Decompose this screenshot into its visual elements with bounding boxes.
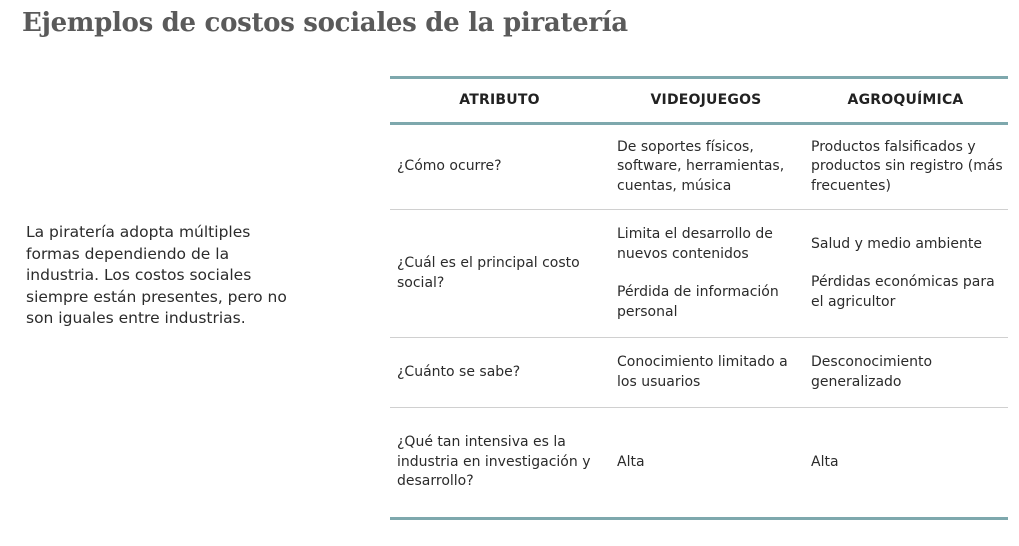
- agroquimica-cell: [803, 338, 1008, 408]
- videojuegos-cell: [609, 210, 803, 338]
- cell-text: Alta: [811, 453, 839, 470]
- table-row: [390, 124, 1008, 210]
- header-atributo: ATRIBUTO: [459, 91, 540, 108]
- page-title: Ejemplos de costos sociales de la piratería: [22, 8, 628, 38]
- cell-text: Salud y medio ambiente: [811, 235, 982, 252]
- cell-text: Productos falsificados y productos sin registro (más frecuentes): [811, 138, 1003, 194]
- attribute-cell: ¿Cómo ocurre?: [390, 124, 609, 210]
- cell-text: Pérdida de información personal: [617, 284, 779, 320]
- agroquimica-cell: [803, 124, 1008, 210]
- table-header-row: [390, 78, 1008, 124]
- videojuegos-cell: [609, 124, 803, 210]
- header-videojuegos: VIDEOJUEGOS: [650, 91, 762, 108]
- agroquimica-cell: [803, 210, 1008, 338]
- table-row: [390, 210, 1008, 338]
- table-header: [390, 78, 1008, 124]
- cell-text: Alta: [617, 453, 645, 470]
- attribute-cell: ¿Cuál es el principal costo social?: [390, 210, 609, 338]
- table-row: [390, 338, 1008, 408]
- table-body: [390, 124, 1008, 519]
- cell-text: Conocimiento limitado a los usuarios: [617, 354, 788, 390]
- header-agroquimica: AGROQUÍMICA: [847, 91, 964, 108]
- social-costs-table: [390, 76, 1008, 520]
- table-row: [390, 408, 1008, 519]
- videojuegos-cell: [609, 408, 803, 519]
- agroquimica-cell: [803, 408, 1008, 519]
- attribute-cell: ¿Qué tan intensiva es la industria en investigación y desarrollo?: [390, 408, 609, 519]
- intro-paragraph: La piratería adopta múltiples formas dependiendo de la industria. Los costos sociales siempre están presentes, pero no son iguales entre industrias.: [26, 223, 287, 327]
- cell-text: Limita el desarrollo de nuevos contenidos: [617, 226, 773, 262]
- cell-text: De soportes físicos, software, herramientas, cuentas, música: [617, 138, 785, 194]
- attribute-cell: ¿Cuánto se sabe?: [390, 338, 609, 408]
- cell-text: Pérdidas económicas para el agricultor: [811, 274, 995, 310]
- videojuegos-cell: [609, 338, 803, 408]
- cell-text: Desconocimiento generalizado: [811, 354, 933, 390]
